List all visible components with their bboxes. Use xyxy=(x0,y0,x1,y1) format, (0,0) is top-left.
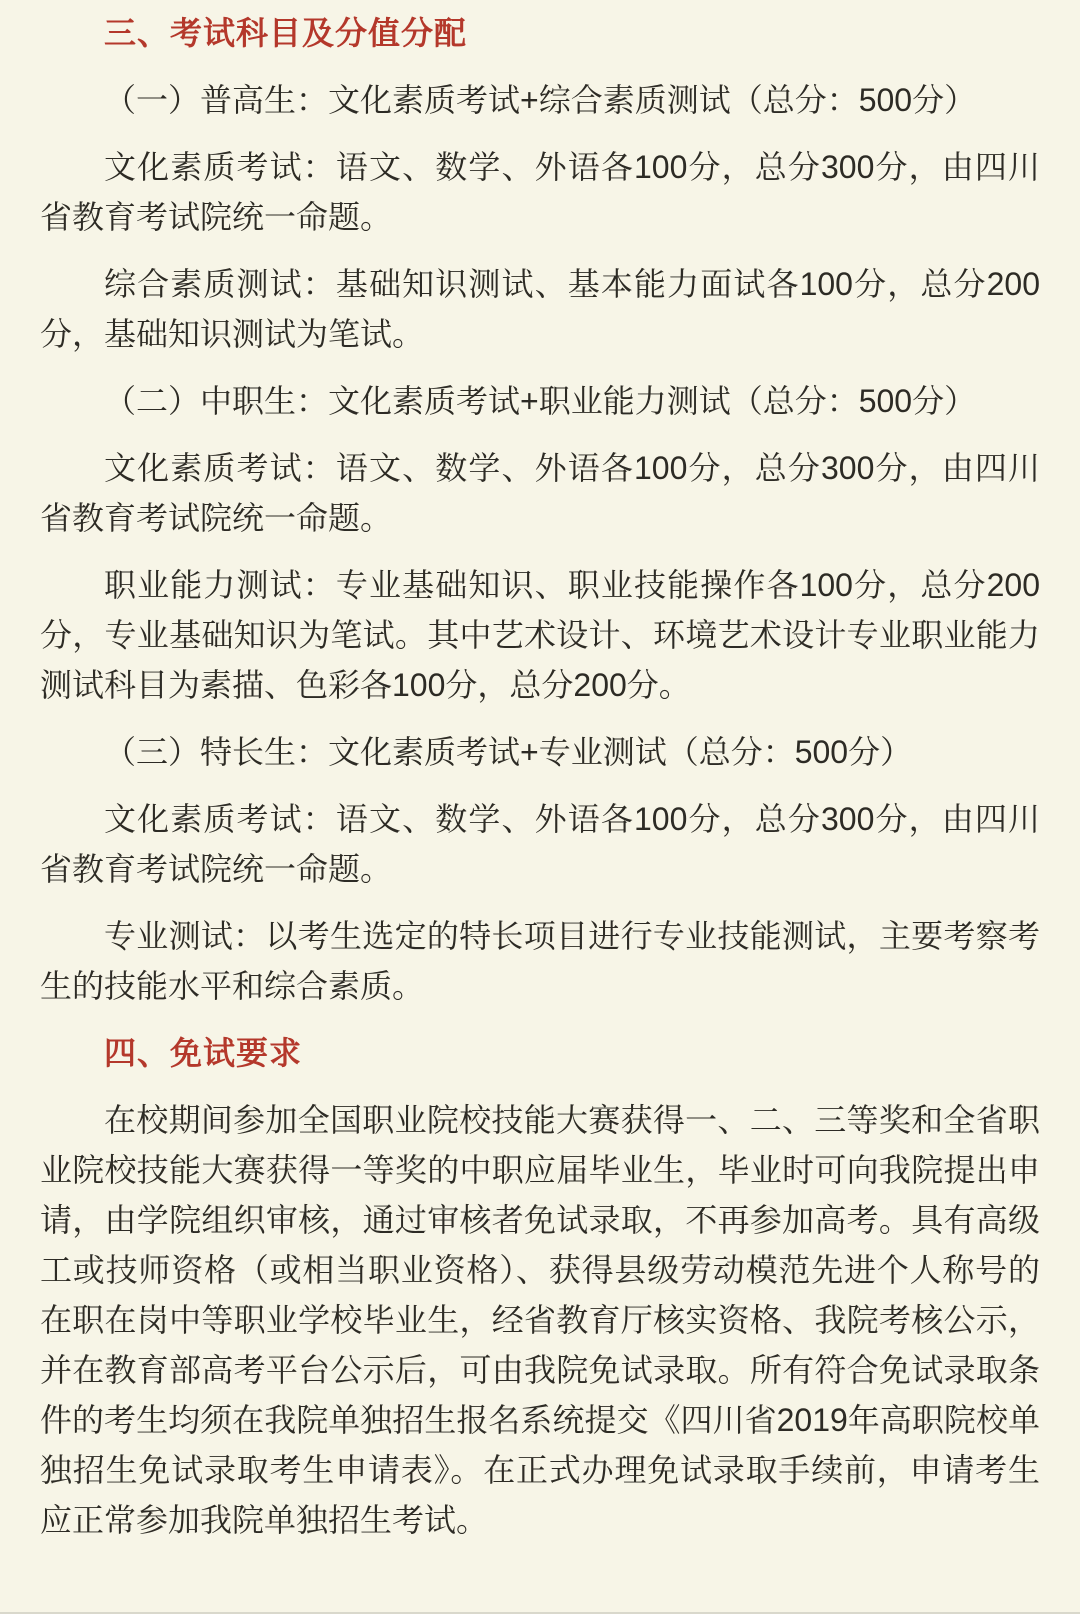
paragraph-techang-specialty-test: 专业测试：以考生选定的特长项目进行专业技能测试，主要考察考生的技能水平和综合素质。 xyxy=(40,918,1040,1004)
paragraph-techang-overview: （三）特长生：文化素质考试+专业测试（总分：500分） xyxy=(104,734,913,770)
paragraph-exemption-details: 在校期间参加全国职业院校技能大赛获得一、二、三等奖和全省职业院校技能大赛获得一等奖的中职应届毕业生，毕业时可向我院提出申请，由学院组织审核，通过审核者免试录取，不再参加高考。具有高级工或技师资格（或相当职业资格）、获得县级劳动模范先进个人称号的在职在岗中等职业学校毕业生，经省教育厅核实资格、我院考核公示，并在教育部高考平台公示后，可由我院免试录取。所有符合免试录取条件的考生均须在我院单独招生报名系统提交《四川省2019年高职院校单独招生免试录取考生申请表》。在正式办理免试录取手续前，申请考生应正常参加我院单独招生考试。 xyxy=(40,1102,1040,1538)
paragraph-techang-culture-exam: 文化素质考试：语文、数学、外语各100分，总分300分，由四川省教育考试院统一命题。 xyxy=(40,801,1040,887)
section-heading-exemption-requirements: 四、免试要求 xyxy=(104,1035,303,1071)
paragraph-zhongzhi-vocational-test: 职业能力测试：专业基础知识、职业技能操作各100分，总分200分，专业基础知识为笔试。其中艺术设计、环境艺术设计专业职业能力测试科目为素描、色彩各100分，总分200分。 xyxy=(40,567,1040,703)
paragraph-putong-comprehensive-test: 综合素质测试：基础知识测试、基本能力面试各100分，总分200分，基础知识测试为笔试。 xyxy=(40,266,1040,352)
section-heading-exam-subjects: 三、考试科目及分值分配 xyxy=(104,15,468,51)
paragraph-zhongzhi-overview: （二）中职生：文化素质考试+职业能力测试（总分：500分） xyxy=(104,383,977,419)
paragraph-putong-overview: （一）普高生：文化素质考试+综合素质测试（总分：500分） xyxy=(104,82,977,118)
paragraph-zhongzhi-culture-exam: 文化素质考试：语文、数学、外语各100分，总分300分，由四川省教育考试院统一命题。 xyxy=(40,450,1040,536)
paragraph-putong-culture-exam: 文化素质考试：语文、数学、外语各100分，总分300分，由四川省教育考试院统一命题。 xyxy=(40,149,1040,235)
